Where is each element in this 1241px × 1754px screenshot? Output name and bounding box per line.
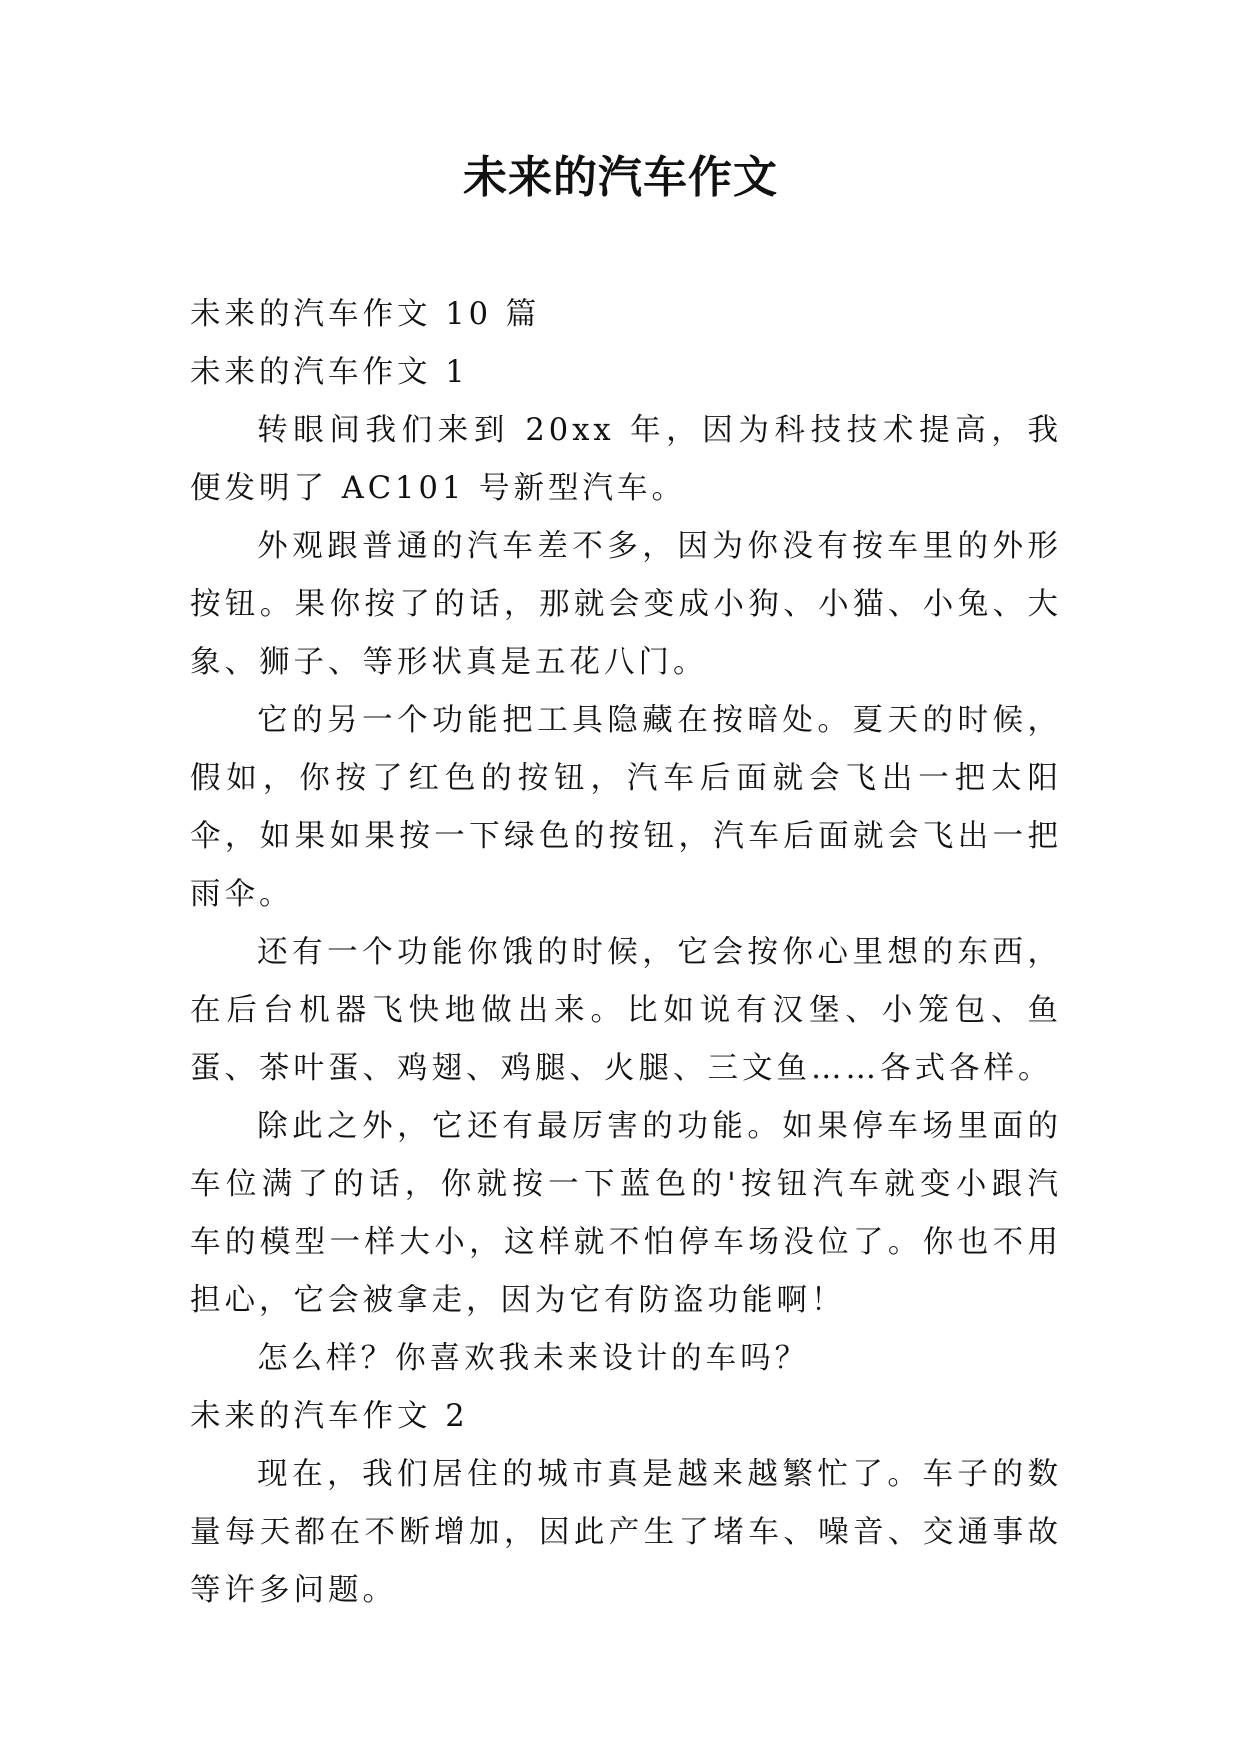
- paragraph: 外观跟普通的汽车差不多，因为你没有按车里的外形按钮。果你按了的话，那就会变成小狗、小猫、小兔、大象、狮子、等形状真是五花八门。: [190, 529, 1062, 680]
- paragraph: 现在，我们居住的城市真是越来越繁忙了。车子的数量每天都在不断增加，因此产生了堵车、噪音、交通事故等许多问题。: [190, 1457, 1062, 1608]
- paragraph: 除此之外，它还有最厉害的功能。如果停车场里面的车位满了的话，你就按一下蓝色的'按钮汽车就变小跟汽车的模型一样大小，这样就不怕停车场没位了。你也不用担心，它会被拿走，因为它有防盗功能啊！: [190, 1109, 1062, 1318]
- collection-heading: 未来的汽车作文 10 篇: [190, 297, 541, 332]
- paragraph: 怎么样？你喜欢我未来设计的车吗？: [257, 1341, 810, 1376]
- paragraph: 它的另一个功能把工具隐藏在按暗处。夏天的时候，假如，你按了红色的按钮，汽车后面就会飞出一把太阳伞，如果如果按一下绿色的按钮，汽车后面就会飞出一把雨伞。: [190, 703, 1062, 912]
- section-heading: 未来的汽车作文 2: [190, 1399, 469, 1434]
- section-heading: 未来的汽车作文 1: [190, 355, 469, 390]
- paragraph: 转眼间我们来到 20xx 年，因为科技技术提高，我便发明了 AC101 号新型汽车。: [190, 413, 1062, 506]
- document-body: [190, 286, 1062, 1620]
- document-title: 未来的汽车作文: [463, 152, 778, 203]
- paragraph: 还有一个功能你饿的时候，它会按你心里想的东西，在后台机器飞快地做出来。比如说有汉堡、小笼包、鱼蛋、茶叶蛋、鸡翅、鸡腿、火腿、三文鱼……各式各样。: [190, 935, 1062, 1086]
